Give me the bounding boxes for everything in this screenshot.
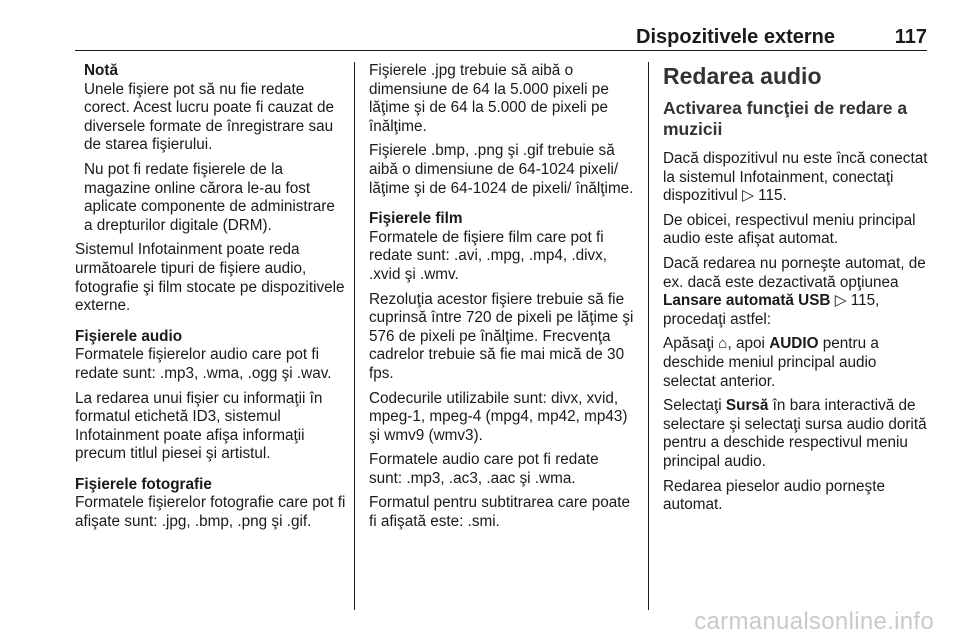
audio-paragraph-2: La redarea unui fişier cu informaţii în formatul etichetă ID3, sistemul Infotainment poate afişa informaţii precum titlul piesei şi artistul. [75, 389, 323, 463]
usb-autostart-option: Lansare automată USB [663, 292, 831, 310]
column-divider-2 [648, 62, 649, 610]
note-box [75, 62, 347, 235]
photo-paragraph-1: Formatele fişierelor fotografie care pot fi afişate sunt: .jpg, .bmp, .png şi .gif. [75, 494, 346, 531]
press-end: pentru a deschide meniul principal audio selectat anterior. [663, 335, 879, 390]
audio-button-label: AUDIO [769, 335, 819, 353]
column-3 [663, 62, 929, 521]
autostart-paragraph [663, 255, 929, 329]
page-number: 117 [894, 26, 927, 48]
select-text: Selectaţi [663, 397, 726, 415]
connect-paragraph [663, 150, 929, 206]
film-paragraph-5: Formatul pentru subtitrarea care poate fi afişată este: .smi. [369, 494, 631, 531]
press-home-paragraph [663, 335, 929, 391]
film-paragraph-1: Formatele de fişiere film care pot fi redate sunt: .avi, .mpg, .mp4, .divx, .xvid şi .wmv. [369, 228, 608, 283]
note-paragraph-1: Unele fişiere pot să nu fie redate corect. Acest lucru poate fi cauzat de diversele formate de înregistrare sau de starea fişierului. [84, 80, 334, 154]
film-paragraph-4: Formatele audio care pot fi redate sunt: .mp3, .ac3, .aac şi .wma. [369, 451, 599, 487]
photo-files-heading: Fişierele fotografie [75, 475, 212, 493]
page-reference: 115 [850, 292, 876, 310]
select-end: în bara interactivă de selectare şi selectaţi sursa audio dorită pentru a deschide respectivul meniu principal audio. [663, 397, 927, 470]
film-paragraph-2: Rezoluţia acestor fişiere trebuie să fie cuprinsă între 720 de pixeli pe lăţime şi 576 de pixeli pe înălţime. Frecvenţa cadrelor trebuie să fie mai mică de 30 fps. [369, 290, 634, 382]
jpg-paragraph: Fişierele .jpg trebuie să aibă o dimensiune de 64 la 5.000 pixeli pe lăţime şi de 64 la 5.000 de pixeli pe înălţime. [369, 62, 609, 135]
audio-files-heading: Fişierele audio [75, 327, 183, 345]
intro-paragraph: Sistemul Infotainment poate reda următoarele tipuri de fişiere audio, fotografie şi film stocate pe dispozitivele externe. [75, 241, 345, 315]
autostart-end: , procedaţi astfel: [663, 292, 880, 328]
film-files-heading: Fişierele film [369, 210, 463, 228]
activate-music-heading: Activarea funcţiei de redare a muzicii [663, 98, 908, 139]
source-button-label: Sursă [725, 397, 769, 415]
triangle-reference-icon: ▷ [742, 187, 754, 205]
page-reference: 115 [758, 187, 783, 205]
column-divider-1 [354, 62, 355, 610]
auto-menu-paragraph: De obicei, respectivul meniu principal audio este afişat automat. [663, 211, 916, 248]
press-text: Apăsaţi [663, 335, 719, 353]
column-2 [369, 62, 635, 538]
audio-playback-heading: Redarea audio [663, 63, 822, 89]
page-header [75, 22, 927, 48]
header-rule [75, 50, 927, 51]
watermark: carmanualsonline.info [694, 608, 934, 635]
connect-text: Dacă dispozitivul nu este încă conectat la sistemul Infotainment, conectaţi dispozitivul [663, 150, 928, 205]
select-source-paragraph [663, 397, 929, 471]
film-paragraph-3: Codecurile utilizabile sunt: divx, xvid, mpeg-1, mpeg-4 (mpg4, mp42, mp43) şi wmv9 (wmv3). [369, 389, 628, 444]
press-then: , apoi [727, 335, 770, 353]
column-1 [75, 62, 347, 538]
connect-end: . [782, 187, 787, 205]
autostart-text: Dacă redarea nu porneşte automat, de ex. dacă este dezactivată opţiunea [663, 254, 926, 291]
triangle-reference-icon: ▷ [834, 292, 847, 310]
section-title: Dispozitivele externe [636, 26, 835, 48]
bmp-png-gif-paragraph: Fişierele .bmp, .png şi .gif trebuie să aibă o dimensiune de 64-1024 pixeli/ lăţime şi de 64-1024 de pixeli/ înălţime. [369, 142, 634, 197]
note-paragraph-2: Nu pot fi redate fişierele de la magazine online cărora le-au fost aplicate componente de administrare a drepturilor digitale (DRM). [84, 160, 335, 234]
audio-paragraph-1: Formatele fişierelor audio care pot fi redate sunt: .mp3, .wma, .ogg şi .wav. [75, 346, 332, 382]
note-title: Notă [84, 62, 118, 79]
autoplay-paragraph: Redarea pieselor audio porneşte automat. [663, 477, 885, 514]
home-icon: ⌂ [718, 335, 728, 353]
